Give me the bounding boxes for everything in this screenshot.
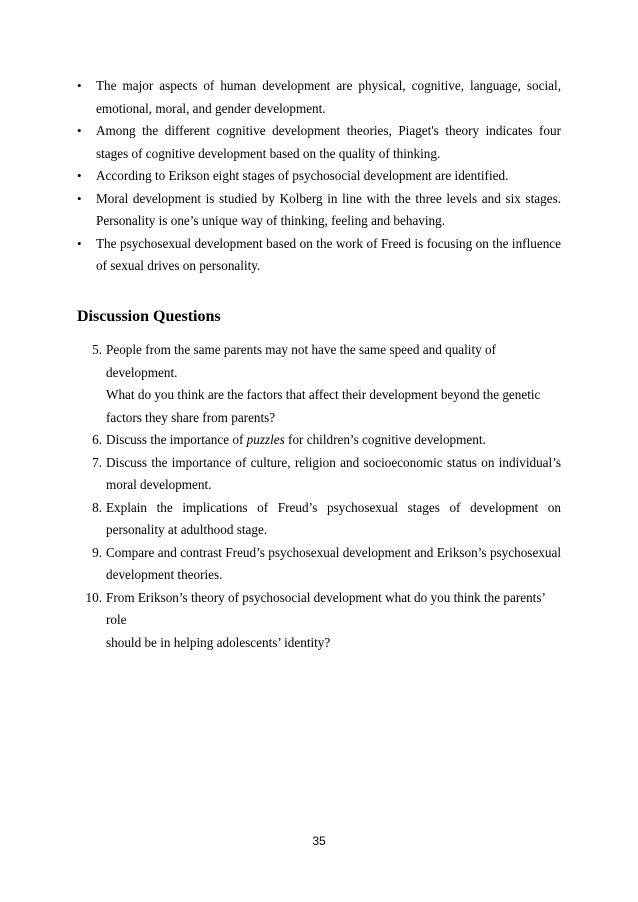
question-text: for children’s cognitive development. [284,432,486,447]
question-text-line: should be in helping adolescents’ identity? [106,634,331,650]
summary-bullet-item [77,120,561,165]
bullet-text: The major aspects of human development are physical, cognitive, language, social, emotional, moral, and gender development. [96,78,561,116]
question-text: Compare and contrast Freud’s psychosexual development and Erikson’s psychosexual development theories. [106,544,561,582]
summary-bullet-item [77,165,561,188]
page-number: 35 [312,834,326,848]
bullet-marker: • [77,168,82,183]
question-number: 7. [92,454,102,470]
question-number: 9. [92,544,102,560]
bullet-marker: • [77,190,82,206]
bullet-text: The psychosexual development based on the work of Freed is focusing on the influence of sexual drives on personality. [96,235,561,273]
question-item [92,497,561,542]
bullet-marker: • [77,78,82,93]
summary-bullet-item [77,233,561,278]
question-number: 8. [92,499,102,515]
bullet-marker: • [77,123,82,138]
question-item [92,339,561,429]
question-text-line: People from the same parents may not have the same speed and quality of development. [106,342,497,380]
question-text: Discuss the importance of culture, religion and socioeconomic status on individual’s moral development. [106,454,561,492]
question-item [92,429,561,452]
question-number: 6. [92,432,102,447]
question-text-line: What do you think are the factors that affect their development beyond the genetic [106,387,541,402]
bullet-text: Among the different cognitive development theories, Piaget's theory indicates four stages of cognitive development based on the quality of thinking. [96,123,561,161]
summary-bullet-list [0,75,638,278]
section-title: Discussion Questions [77,308,221,325]
question-text-line: From Erikson’s theory of psychosocial development what do you think the parents’ role [106,589,545,627]
question-text: Explain the implications of Freud’s psychosexual stages of development on personality at adulthood stage. [106,499,561,537]
discussion-question-list [0,339,638,654]
question-text-line: factors they share from parents? [106,409,276,425]
question-text: Discuss the importance of [106,432,247,447]
question-emphasis: puzzles [246,432,285,447]
question-item [92,542,561,587]
bullet-text: Moral development is studied by Kolberg in line with the three levels and six stages. Personality is one’s unique way of thinking, feeling and behaving. [96,190,561,228]
question-item [92,452,561,497]
summary-bullet-item [77,75,561,120]
question-number: 5. [92,342,102,357]
bullet-text: According to Erikson eight stages of psychosocial development are identified. [96,168,509,183]
question-number: 10. [85,589,102,605]
question-item [85,587,561,655]
summary-bullet-item [77,188,561,233]
bullet-marker: • [77,235,82,251]
